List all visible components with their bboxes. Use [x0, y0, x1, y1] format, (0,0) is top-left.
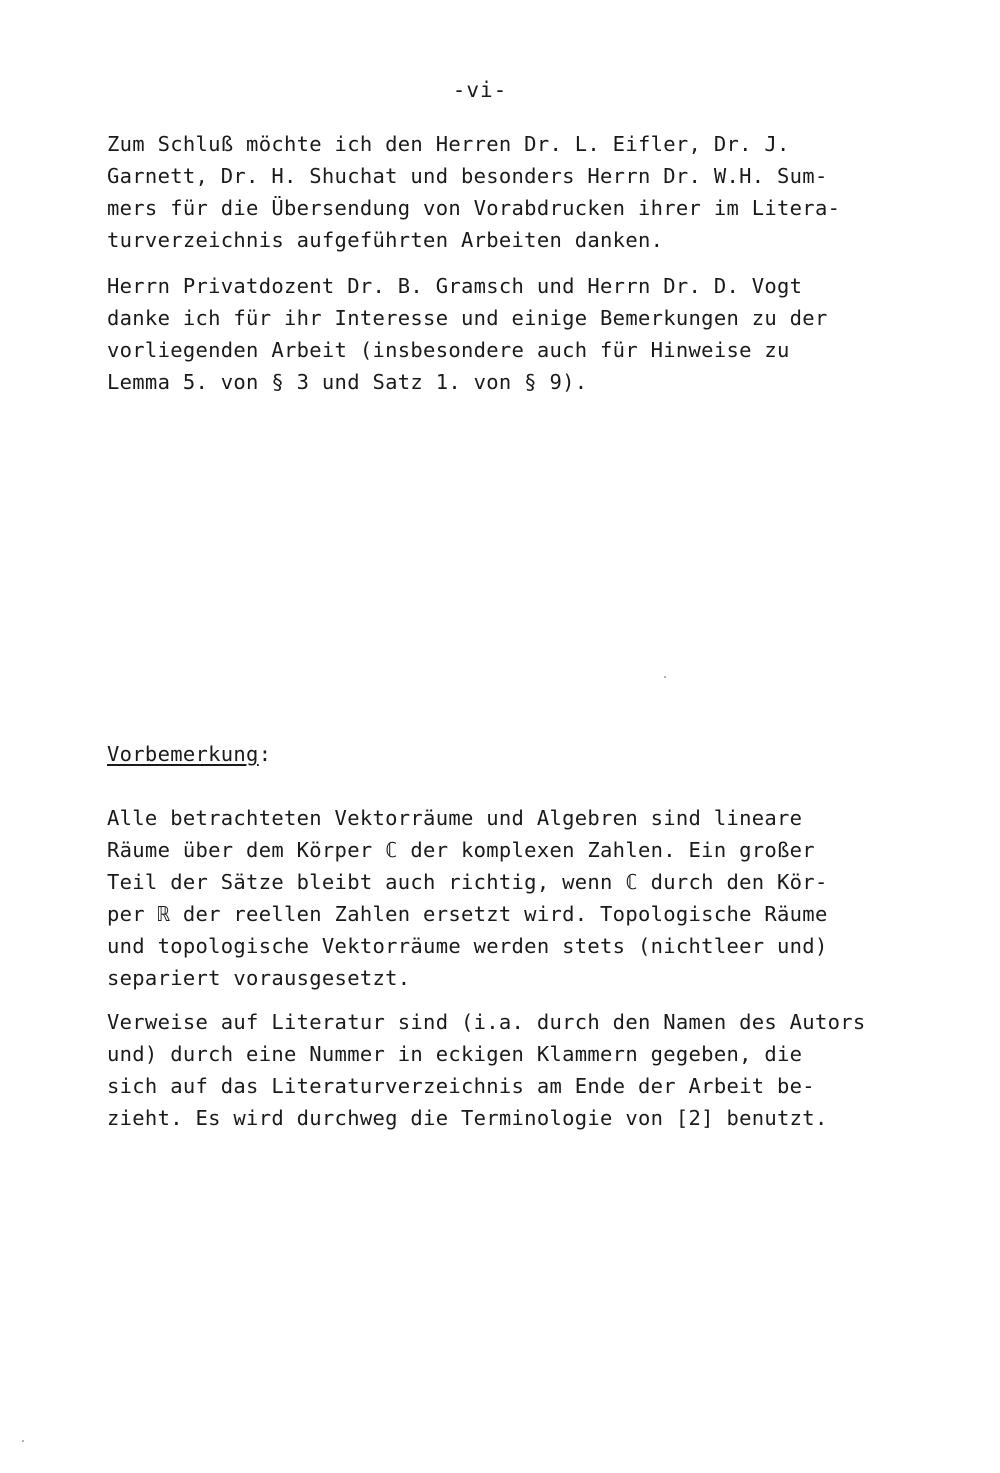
text-line: separiert vorausgesetzt.: [107, 966, 411, 990]
text-line: Räume über dem Körper ℂ der komplexen Zahlen. Ein großer: [107, 838, 815, 862]
text-line: vorliegenden Arbeit (insbesondere auch für Hinweise zu: [107, 338, 790, 362]
preliminary-paragraph-2: [107, 1006, 866, 1134]
section-heading-text: Vorbemerkung: [107, 742, 259, 766]
preliminary-paragraph-1: [107, 802, 828, 994]
text-line: Lemma 5. von § 3 und Satz 1. von § 9).: [107, 370, 588, 394]
text-line: sich auf das Literaturverzeichnis am Ende der Arbeit be-: [107, 1074, 815, 1098]
section-heading: [107, 738, 271, 770]
text-line: und) durch eine Nummer in eckigen Klammern gegeben, die: [107, 1042, 803, 1066]
page-number: -vi-: [452, 78, 508, 102]
acknowledgement-paragraph-2: [107, 270, 828, 398]
text-line: Herrn Privatdozent Dr. B. Gramsch und Herrn Dr. D. Vogt: [107, 274, 803, 298]
text-line: Teil der Sätze bleibt auch richtig, wenn ℂ durch den Kör-: [107, 870, 828, 894]
text-line: zieht. Es wird durchweg die Terminologie von [2] benutzt.: [107, 1106, 828, 1130]
scan-speck: [664, 676, 666, 678]
text-line: turverzeichnis aufgeführten Arbeiten danken.: [107, 228, 664, 252]
text-line: Alle betrachteten Vektorräume und Algebren sind lineare: [107, 806, 803, 830]
text-line: danke ich für ihr Interesse und einige Bemerkungen zu der: [107, 306, 828, 330]
text-line: mers für die Übersendung von Vorabdrucken ihrer im Litera-: [107, 196, 841, 220]
text-line: Garnett, Dr. H. Shuchat und besonders Herrn Dr. W.H. Sum-: [107, 164, 828, 188]
text-line: per ℝ der reellen Zahlen ersetzt wird. Topologische Räume: [107, 902, 828, 926]
scan-speck: [22, 1440, 24, 1442]
acknowledgement-paragraph-1: [107, 128, 840, 256]
text-line: Zum Schluß möchte ich den Herren Dr. L. Eifler, Dr. J.: [107, 132, 790, 156]
section-heading-colon: :: [258, 742, 272, 766]
text-line: und topologische Vektorräume werden stets (nichtleer und): [107, 934, 828, 958]
text-line: Verweise auf Literatur sind (i.a. durch den Namen des Autors: [107, 1010, 866, 1034]
